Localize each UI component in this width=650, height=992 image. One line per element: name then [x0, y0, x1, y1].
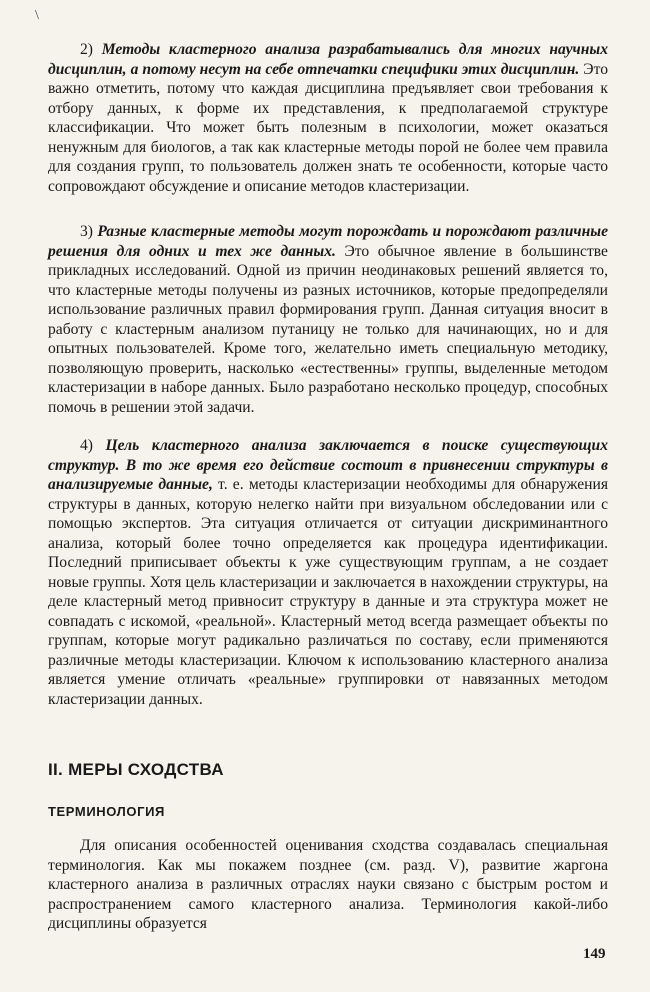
point-emphasis: Методы кластерного анализа разрабатывались для многих научных дисциплин, а потому несут на себе отпечатки специфики этих дисциплин. [48, 41, 608, 78]
point-text: Это важно отметить, потому что каждая дисциплина предъявляет свои требования к отбору данных, к форме их представления, к предполагаемой структуре классификации. Что может быть полезным в психологии, может оказаться ненужным для биологов, а так как кластерные методы порой не более чем правила для создания групп, то пользователь должен знать те особенности, которые часто сопровождают обсуждение и описание методов кластеризации. [48, 60, 608, 195]
paragraph-point-3 [48, 222, 608, 417]
point-text: Это обычное явление в большинстве прикладных исследований. Одной из причин неодинаковых решений является то, что кластерные методы получены из разных источников, которые предопределяли использование различных правил формирования групп. Данная ситуация вносит в работу с кластерным анализом путаницу не только для начинающих, но и для опытных пользователей. Кроме того, желательно иметь специальную методику, позволяющую проверить, насколько «естественны» группы, выделенные методом кластеризации в наборе данных. Было разработано несколько процедур, способных помочь в решении этой задачи. [48, 242, 608, 416]
corner-mark: \ [35, 8, 39, 23]
point-number: 4) [80, 437, 93, 454]
point-number: 3) [80, 223, 93, 240]
point-emphasis: Цель кластерного анализа заключается в поиске существующих структур. В то же время его действие состоит в привнесении структуры в анализируемые данные, [48, 437, 608, 493]
paragraph-terminology: Для описания особенностей оценивания сходства создавалась специальная терминология. Как мы покажем позднее (см. разд. V), развитие жаргона кластерного анализа в различных отраслях науки связано с быстрым ростом и распространением самого кластерного анализа. Терминология какой-либо дисциплины образуется [48, 837, 608, 932]
point-emphasis: Разные кластерные методы могут порождать и порождают различные решения для одних и тех же данных. [48, 223, 608, 260]
page-number: 149 [583, 946, 606, 962]
subsection-heading: ТЕРМИНОЛОГИЯ [48, 804, 165, 819]
point-text: т. е. методы кластеризации необходимы для обнаружения структуры в данных, которую нелегко найти при визуальном обследовании или с помощью экспертов. Эта ситуация отличается от ситуации дискриминантного анализа, который более точно определяется как процедура идентификации. Последний приписывает объекты к уже существующим группам, а не создает новые группы. Хотя цель кластеризации и заключается в нахождении структуры, на деле кластерный метод привносит структуру в данные и эта структура может не совпадать с искомой, «реальной». Кластерный метод всегда размещает объекты по группам, которые могут радикально различаться по составу, если применяются различные методы кластеризации. Ключом к использованию кластерного анализа является умение отличать «реальные» группировки от навязанных методом кластеризации данных. [48, 476, 608, 708]
paragraph-point-2 [48, 40, 608, 196]
point-number: 2) [80, 41, 93, 58]
paragraph-point-4 [48, 436, 608, 709]
section-heading: II. МЕРЫ СХОДСТВА [48, 760, 224, 779]
